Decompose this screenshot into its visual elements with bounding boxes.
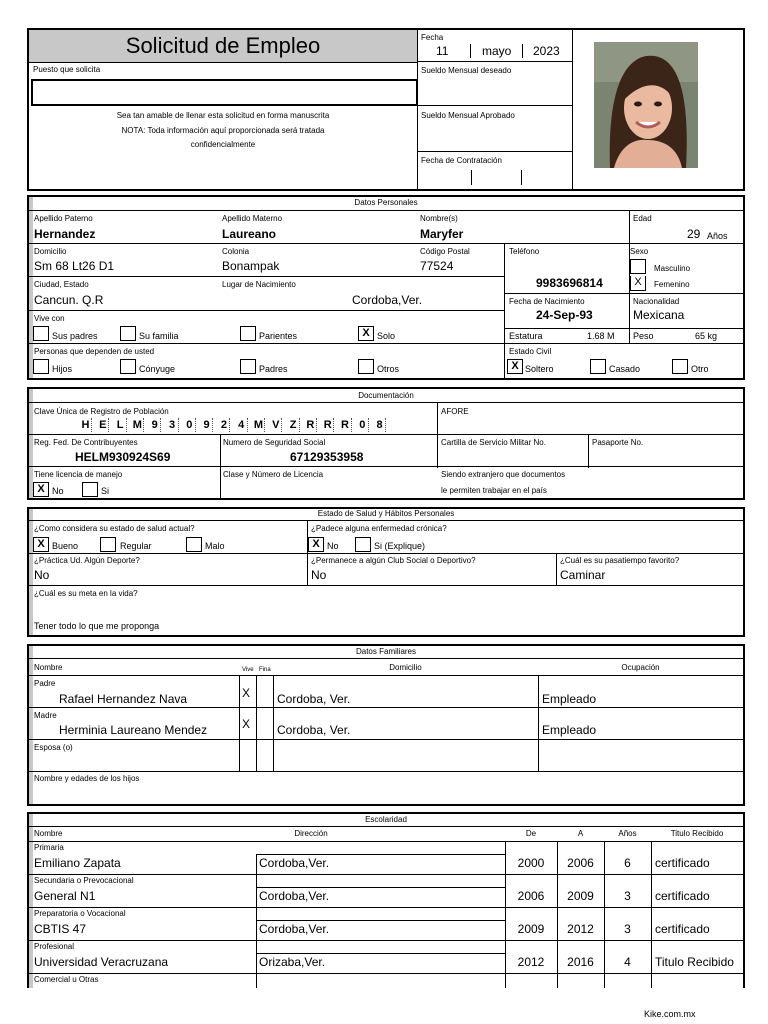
otro-label: Otro bbox=[691, 364, 709, 374]
hijos-edades-label: Nombre y edades de los hijos bbox=[34, 774, 140, 783]
casado-label: Casado bbox=[609, 364, 641, 374]
curp-char[interactable]: 8 bbox=[374, 418, 386, 432]
hijos-checkbox[interactable] bbox=[33, 359, 49, 374]
escolaridad-dir[interactable]: Orizaba,Ver. bbox=[259, 955, 326, 969]
esc-col-anos: Años bbox=[618, 829, 637, 838]
regular-label: Regular bbox=[120, 541, 152, 551]
pasatiempo-value[interactable]: Caminar bbox=[560, 568, 606, 582]
domicilio-label: Domicilio bbox=[34, 247, 67, 256]
cp-value[interactable]: 77524 bbox=[420, 259, 454, 273]
curp-char[interactable]: M bbox=[132, 419, 142, 431]
curp-char[interactable]: 4 bbox=[236, 418, 248, 432]
parientes-checkbox[interactable] bbox=[240, 326, 256, 341]
nss-value[interactable]: 67129353958 bbox=[290, 450, 364, 464]
cronica-si-checkbox[interactable] bbox=[355, 537, 371, 552]
escolaridad-a[interactable]: 2012 bbox=[567, 922, 594, 936]
curp-label: Clave Única de Registro de Población bbox=[34, 407, 169, 416]
club-label: ¿Permanece a algún Club Social o Deportivo? bbox=[311, 556, 476, 565]
escolaridad-de[interactable]: 2006 bbox=[517, 889, 545, 903]
esc-col-titulo: Titulo Recibido bbox=[670, 829, 724, 838]
esc-col-direccion: Dirección bbox=[294, 829, 328, 838]
hijos-label: Hijos bbox=[52, 364, 73, 374]
col-nombre: Nombre bbox=[34, 663, 63, 672]
clase-licencia-label: Clase y Número de Licencia bbox=[223, 470, 324, 479]
curp-char[interactable]: R bbox=[305, 418, 317, 432]
padre-label: Padre bbox=[34, 679, 56, 688]
note-line-2: NOTA: Toda información aquí proporcionada será tratada bbox=[121, 126, 325, 135]
escolaridad-a[interactable]: 2006 bbox=[567, 856, 594, 870]
casado-checkbox[interactable] bbox=[590, 359, 606, 374]
esposa-label: Esposa (o) bbox=[34, 743, 73, 752]
colonia-value[interactable]: Bonampak bbox=[222, 259, 280, 273]
licencia-no-label: No bbox=[52, 486, 64, 496]
estatura-value[interactable]: 1.68 M bbox=[587, 331, 615, 341]
nombres-label: Nombre(s) bbox=[420, 214, 458, 223]
sus-padres-label: Sus padres bbox=[52, 331, 98, 341]
curp-char[interactable]: 3 bbox=[167, 418, 179, 432]
edad-label: Edad bbox=[633, 214, 652, 223]
escolaridad-de[interactable]: 2012 bbox=[517, 955, 545, 969]
escolaridad-de[interactable]: 2000 bbox=[517, 856, 545, 870]
curp-char[interactable]: L bbox=[115, 418, 127, 432]
licencia-no-checkbox[interactable]: X bbox=[33, 482, 49, 497]
telefono-label: Teléfono bbox=[509, 247, 540, 256]
escolaridad-dir[interactable]: Cordoba,Ver. bbox=[259, 922, 330, 936]
cronica-no-label: No bbox=[327, 541, 339, 551]
parientes-label: Parientes bbox=[259, 331, 298, 341]
puesto-input[interactable] bbox=[31, 79, 418, 106]
curp-char[interactable]: 0 bbox=[184, 418, 196, 432]
escolaridad-titulo[interactable]: certificado bbox=[655, 889, 710, 903]
extranjero-line-1: Siendo extranjero que documentos bbox=[441, 470, 566, 479]
cronica-label: ¿Padece alguna enfermedad crónica? bbox=[311, 524, 447, 533]
escolaridad-name[interactable]: Universidad Veracruzana bbox=[34, 955, 169, 969]
applicant-photo bbox=[594, 42, 698, 168]
padres-checkbox[interactable] bbox=[240, 359, 256, 374]
datos-personales-title: Datos Personales bbox=[354, 198, 418, 207]
esc-col-a: A bbox=[577, 829, 584, 838]
col-vive: Vive bbox=[242, 667, 254, 673]
solo-label: Solo bbox=[377, 331, 396, 341]
escolaridad-a[interactable]: 2009 bbox=[567, 889, 594, 903]
cp-label: Código Postal bbox=[420, 247, 470, 256]
bueno-checkbox[interactable]: X bbox=[33, 537, 49, 552]
domicilio-value[interactable]: Sm 68 Lt26 D1 bbox=[34, 259, 115, 273]
escolaridad-level-label: Preparatoria o Vocacional bbox=[34, 909, 126, 918]
madre-vive[interactable]: X bbox=[242, 717, 251, 731]
padre-vive[interactable]: X bbox=[242, 686, 251, 700]
nss-label: Numero de Seguridad Social bbox=[223, 438, 326, 447]
anos-label: Años bbox=[707, 231, 728, 241]
masculino-label: Masculino bbox=[654, 264, 691, 273]
rfc-value[interactable]: HELM930924S69 bbox=[75, 450, 171, 464]
peso-label: Peso bbox=[633, 331, 654, 341]
bueno-label: Bueno bbox=[52, 541, 79, 551]
curp-char[interactable]: V bbox=[270, 418, 282, 432]
nombres-value[interactable]: Maryfer bbox=[420, 227, 464, 241]
licencia-si-label: Si bbox=[101, 486, 110, 496]
curp-char[interactable]: R bbox=[322, 418, 334, 432]
escolaridad-titulo[interactable]: Titulo Recibido bbox=[655, 955, 734, 969]
malo-checkbox[interactable] bbox=[186, 537, 202, 552]
pasaporte-label: Pasaporte No. bbox=[592, 438, 644, 447]
escolaridad-level-label: Comercial u Otras bbox=[34, 975, 99, 984]
escolaridad-de[interactable]: 2009 bbox=[517, 922, 545, 936]
regular-checkbox[interactable] bbox=[100, 537, 116, 552]
edad-value[interactable]: 29 bbox=[687, 227, 701, 241]
fecha-month[interactable]: mayo bbox=[482, 44, 512, 58]
dependen-label: Personas que dependen de usted bbox=[34, 347, 155, 356]
documentacion-title: Documentación bbox=[358, 391, 414, 400]
padre-domicilio[interactable]: Cordoba, Ver. bbox=[277, 692, 351, 706]
nacionalidad-label: Nacionalidad bbox=[633, 297, 680, 306]
otros-checkbox[interactable] bbox=[358, 359, 374, 374]
su-familia-checkbox[interactable] bbox=[120, 326, 136, 341]
note-line-1: Sea tan amable de llenar esta solicitud en forma manuscrita bbox=[116, 111, 330, 120]
curp-char[interactable]: Z bbox=[288, 418, 300, 432]
ciudad-value[interactable]: Cancun. Q.R bbox=[34, 293, 104, 307]
padres-label: Padres bbox=[259, 364, 288, 374]
estado-civil-label: Estado Civil bbox=[509, 347, 552, 356]
col-domicilio: Domicilio bbox=[389, 663, 422, 672]
licencia-si-checkbox[interactable] bbox=[82, 482, 98, 497]
escolaridad-anos[interactable]: 4 bbox=[624, 955, 631, 969]
escolaridad-name[interactable]: Emiliano Zapata bbox=[34, 856, 121, 870]
soltero-checkbox[interactable]: X bbox=[507, 359, 523, 374]
curp-char[interactable]: E bbox=[97, 418, 109, 432]
curp-char[interactable]: M bbox=[253, 419, 264, 431]
su-familia-label: Su familia bbox=[139, 331, 179, 341]
fecha-year[interactable]: 2023 bbox=[533, 44, 560, 58]
apellido-paterno-label: Apellido Paterno bbox=[34, 214, 93, 223]
curp-char[interactable]: R bbox=[340, 418, 352, 432]
sueldo-deseado-label: Sueldo Mensual deseado bbox=[421, 66, 512, 75]
sus-padres-checkbox[interactable] bbox=[33, 326, 49, 341]
esc-col-nombre: Nombre bbox=[34, 829, 63, 838]
extranjero-line-2: le permiten trabajar en el país bbox=[441, 486, 547, 495]
curp-char[interactable]: 9 bbox=[149, 418, 161, 432]
cronica-no-checkbox[interactable]: X bbox=[308, 537, 324, 552]
solo-checkbox[interactable]: X bbox=[358, 326, 374, 341]
colonia-label: Colonia bbox=[222, 247, 250, 256]
estatura-label: Estatura bbox=[509, 331, 543, 341]
lugar-nac-value[interactable]: Cordoba,Ver. bbox=[352, 293, 423, 307]
lugar-nac-label: Lugar de Nacimiento bbox=[222, 280, 296, 289]
salud-title: Estado de Salud y Hábitos Personales bbox=[317, 509, 455, 518]
ciudad-label: Ciudad, Estado bbox=[34, 280, 89, 289]
otros-label: Otros bbox=[377, 364, 400, 374]
masculino-checkbox[interactable] bbox=[630, 259, 646, 274]
escolaridad-titulo[interactable]: certificado bbox=[655, 856, 710, 870]
escolaridad-level-label: Secundaria o Prevocacional bbox=[34, 876, 134, 885]
deporte-value[interactable]: No bbox=[34, 568, 50, 582]
sexo-label: Sexo bbox=[630, 247, 649, 256]
cronica-si-label: Si (Explique) bbox=[374, 541, 426, 551]
footer-credit: Kike.com.mx bbox=[644, 1009, 696, 1019]
curp-char[interactable]: H bbox=[80, 418, 92, 432]
pasatiempo-label: ¿Cuál es su pasatiempo favorito? bbox=[560, 556, 680, 565]
escolaridad-dir[interactable]: Cordoba,Ver. bbox=[259, 889, 330, 903]
femenino-label: Femenino bbox=[654, 280, 690, 289]
padre-nombre[interactable]: Rafael Hernandez Nava bbox=[59, 692, 188, 706]
salud-estado-label: ¿Como considera su estado de salud actual? bbox=[34, 524, 195, 533]
madre-nombre[interactable]: Herminia Laureano Mendez bbox=[59, 723, 208, 737]
curp-char[interactable]: 2 bbox=[218, 418, 230, 432]
escolaridad-anos[interactable]: 6 bbox=[624, 856, 631, 870]
conyuge-label: Cónyuge bbox=[139, 364, 176, 374]
apellido-materno-label: Apellido Materno bbox=[222, 214, 283, 223]
vive-con-label: Vive con bbox=[34, 314, 65, 323]
afore-label: AFORE bbox=[441, 407, 469, 416]
familiares-title: Datos Familiares bbox=[355, 647, 416, 656]
fecha-nac-value[interactable]: 24-Sep-93 bbox=[536, 308, 593, 322]
curp-char[interactable]: 0 bbox=[357, 418, 369, 432]
femenino-checkbox[interactable]: X bbox=[630, 276, 646, 291]
peso-value[interactable]: 65 kg bbox=[695, 331, 718, 341]
page-title: Solicitud de Empleo bbox=[125, 33, 321, 58]
note-line-3: confidencialmente bbox=[190, 140, 256, 149]
malo-label: Malo bbox=[205, 541, 225, 551]
sueldo-aprobado-label: Sueldo Mensual Aprobado bbox=[421, 111, 515, 120]
escolaridad-name[interactable]: CBTIS 47 bbox=[34, 922, 87, 936]
padre-ocupacion[interactable]: Empleado bbox=[542, 692, 597, 706]
apellido-materno-value[interactable]: Laureano bbox=[222, 227, 277, 241]
nacionalidad-value[interactable]: Mexicana bbox=[633, 308, 685, 322]
meta-value[interactable]: Tener todo lo que me proponga bbox=[34, 621, 160, 631]
puesto-label: Puesto que solicita bbox=[33, 65, 101, 74]
apellido-paterno-value[interactable]: Hernandez bbox=[34, 227, 96, 241]
licencia-label: Tiene licencia de manejo bbox=[34, 470, 123, 479]
rfc-label: Reg. Fed. De Contribuyentes bbox=[34, 438, 138, 447]
escolaridad-name[interactable]: General N1 bbox=[34, 889, 96, 903]
cartilla-label: Cartilla de Servicio Militar No. bbox=[441, 438, 546, 447]
madre-ocupacion[interactable]: Empleado bbox=[542, 723, 597, 737]
meta-label: ¿Cuál es su meta en la vida? bbox=[34, 589, 138, 598]
otro-checkbox[interactable] bbox=[672, 359, 688, 374]
escolaridad-level-label: Profesional bbox=[34, 942, 75, 951]
soltero-label: Soltero bbox=[525, 364, 554, 374]
escolaridad-a[interactable]: 2016 bbox=[567, 955, 594, 969]
col-ocupacion: Ocupación bbox=[621, 663, 660, 672]
club-value[interactable]: No bbox=[311, 568, 327, 582]
fecha-contratacion-label: Fecha de Contratación bbox=[421, 156, 502, 165]
col-fina: Fina bbox=[259, 667, 271, 673]
conyuge-checkbox[interactable] bbox=[120, 359, 136, 374]
madre-label: Madre bbox=[34, 711, 57, 720]
fecha-day[interactable]: 11 bbox=[436, 44, 449, 58]
deporte-label: ¿Práctica Ud. Algún Deporte? bbox=[34, 556, 140, 565]
escolaridad-dir[interactable]: Cordoba,Ver. bbox=[259, 856, 330, 870]
escolaridad-level-label: Primaria bbox=[34, 843, 64, 852]
fecha-nac-label: Fecha de Nacimiento bbox=[509, 297, 585, 306]
escolaridad-anos[interactable]: 3 bbox=[624, 922, 631, 936]
curp-field[interactable] bbox=[80, 418, 392, 432]
fecha-label: Fecha bbox=[421, 33, 444, 42]
escolaridad-title: Escolaridad bbox=[365, 815, 407, 824]
escolaridad-titulo[interactable]: certificado bbox=[655, 922, 710, 936]
madre-domicilio[interactable]: Cordoba, Ver. bbox=[277, 723, 351, 737]
telefono-value[interactable]: 9983696814 bbox=[536, 276, 603, 290]
escolaridad-anos[interactable]: 3 bbox=[624, 889, 631, 903]
esc-col-de: De bbox=[525, 829, 537, 838]
curp-char[interactable]: 9 bbox=[201, 418, 213, 432]
